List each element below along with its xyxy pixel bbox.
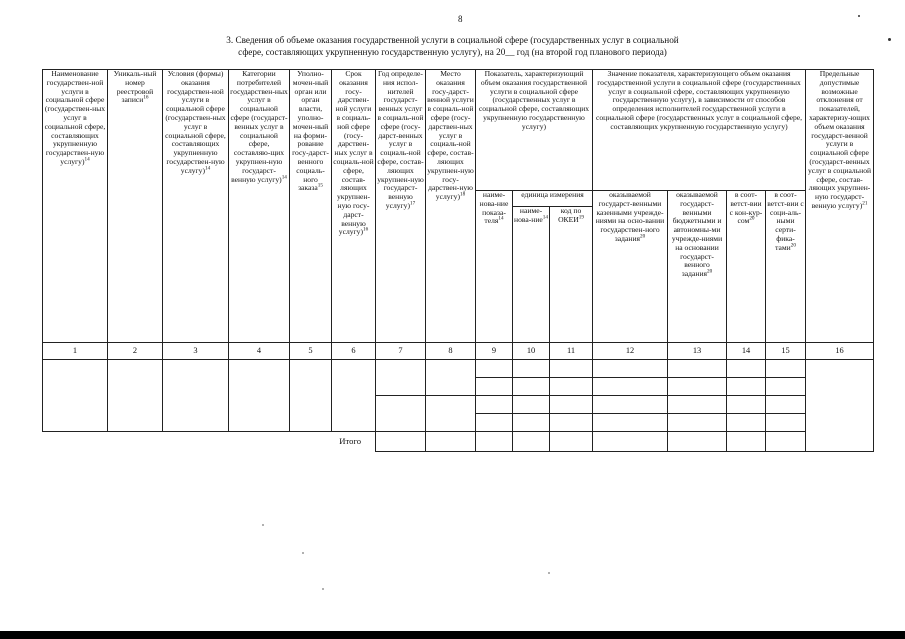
table-cell (766, 414, 806, 432)
table-cell (766, 360, 806, 378)
table-cell (476, 396, 513, 414)
table-cell (550, 414, 593, 432)
header-text: наиме-нова-ние (514, 206, 543, 224)
column-number: 16 (806, 343, 874, 360)
volume-table (42, 69, 874, 452)
table-cell (593, 414, 668, 432)
header-allowed-deviation (806, 70, 874, 343)
header-service-name (43, 70, 108, 343)
header-text: Год определе-ния испол-нителей государст-венных услуг в социаль-ной сфере (госу-дарст-венных услуг в социаль-ной сфере, состав-ляющих укрупнен-ную государст-венную услугу) (377, 69, 424, 210)
footnote-ref: 14 (84, 156, 90, 163)
header-by-competition (727, 191, 766, 343)
header-value-group: Значение показателя, характеризующего объем оказания государственной услуги в социальной сфере (государственных услуг в социальной сфере, составляющих укрупненную государственную услугу), в зависимости от способов определения исполнителей государственной услуги в социальной сфере (государственных услуг в социальной сфере, составляющих укрупненную государственную услугу) (593, 70, 806, 191)
header-indicator-name (476, 191, 513, 343)
column-number: 8 (426, 343, 476, 360)
table-cell (426, 432, 476, 452)
scan-speck (302, 552, 304, 554)
header-text: оказываемой государст-венными казенными учрежде-ниями на осно-вании государствен-ного задания (595, 190, 665, 243)
table-cell (229, 360, 290, 432)
total-row (43, 432, 874, 452)
column-number: 10 (513, 343, 550, 360)
table-cell (593, 432, 668, 452)
table-cell (593, 360, 668, 378)
header-text: наиме-нова-ние показа-теля (479, 190, 509, 226)
header-authorized-body (290, 70, 332, 343)
table-cell (550, 378, 593, 396)
table-cell (727, 360, 766, 378)
header-text: Условия (формы) оказания государствен-ной услуги в социальной сфере (государствен-ных услуг в социальной сфере, составляющих укрупненную государствен-ную услугу) (165, 69, 226, 175)
footnote-ref: 20 (790, 242, 796, 249)
table-cell (593, 396, 668, 414)
scan-speck (262, 524, 264, 526)
column-numbers-row (43, 343, 874, 360)
table-cell (513, 360, 550, 378)
table-cell (766, 378, 806, 396)
column-number: 3 (163, 343, 229, 360)
footnote-ref: 14 (498, 215, 504, 222)
footnote-ref: 20 (640, 233, 646, 240)
table-cell (290, 360, 332, 432)
header-budget-institutions (668, 191, 727, 343)
footnote-ref: 14 (205, 165, 211, 172)
column-number: 9 (476, 343, 513, 360)
table-cell (332, 360, 376, 432)
table-cell (668, 360, 727, 378)
table-cell (766, 396, 806, 414)
footnote-ref: 20 (707, 268, 713, 275)
header-text: Наименование государствен-ной услуги в социальной сфере (государствен-ных услуг в социальной сфере, составляющих укрупненную государствен-ную услугу) (44, 69, 106, 166)
page-number: 8 (458, 14, 463, 24)
column-number: 11 (550, 343, 593, 360)
header-text: оказываемой государст-венными бюджетными и автономны-ми учрежде-ниями на основании государст-венного задания (671, 190, 723, 279)
table-cell (727, 378, 766, 396)
header-unit: единица измерения (513, 191, 593, 207)
section-heading (120, 34, 785, 58)
table-cell (476, 360, 513, 378)
column-number: 15 (766, 343, 806, 360)
footnote-ref: 16 (363, 226, 369, 233)
total-label: Итого (339, 436, 361, 447)
header-service-term (332, 70, 376, 343)
table-cell (376, 396, 426, 432)
table-cell (593, 378, 668, 396)
header-unit-name (513, 207, 550, 343)
header-service-place (426, 70, 476, 343)
column-number: 14 (727, 343, 766, 360)
table-cell (426, 360, 476, 396)
header-text: Место оказания госу-дарст-венной услуги в социаль-ной сфере (госу-дарствен-ных услуг в социаль-ной сфере, состав-ляющих укрупнен-ную госу-дарствен-ную услугу) (427, 69, 474, 202)
scan-speck (858, 15, 860, 17)
table-cell (376, 360, 426, 396)
header-text: в соот-ветст-вии с соци-аль-ными серти-фика-тами (767, 190, 804, 252)
column-number: 12 (593, 343, 668, 360)
header-text: код по ОКЕИ (558, 206, 582, 224)
footnote-ref: 16 (143, 94, 149, 101)
table-cell (513, 378, 550, 396)
table-cell (668, 432, 727, 452)
column-number: 4 (229, 343, 290, 360)
header-text: Уникаль-ный номер реестровой записи (113, 69, 157, 105)
table-cell (513, 414, 550, 432)
table-cell (513, 432, 550, 452)
header-consumer-categories (229, 70, 290, 343)
header-indicator-group: Показатель, характеризующий объем оказания государственной услуги в социальной сфере (государственных услуг в социальной сфере, составляющих укрупненную государственную услугу) (476, 70, 593, 191)
header-text: в соот-ветст-вии с кон-кур-сом (729, 190, 763, 226)
header-by-certificates (766, 191, 806, 343)
header-text: Срок оказания госу-дарствен-ной услуги в социаль-ной сфере (госу-дарствен-ных услуг в социаль-ной сфере, состав-ляющих укрупнен-ную госу-дарст-венную услугу) (333, 69, 374, 237)
table-cell (550, 396, 593, 414)
footnote-ref: 14 (542, 214, 548, 221)
header-okei-code (550, 207, 593, 343)
header-contractor-year (376, 70, 426, 343)
table-cell (668, 396, 727, 414)
section-heading-line-1: 3. Сведения об объеме оказания государственной услуги в социальной сфере (государственных услуг в социальной (226, 35, 679, 45)
table-cell (806, 360, 874, 452)
footnote-ref: 20 (749, 215, 755, 222)
section-heading-line-2: сфере, составляющих укрупненную государственную услугу), на 20__ год (на второй год планового периода) (238, 47, 667, 57)
table-cell (727, 396, 766, 414)
column-number: 7 (376, 343, 426, 360)
table-cell (550, 432, 593, 452)
scan-edge-bar (0, 631, 905, 639)
table-cell (727, 414, 766, 432)
header-text: Уполно-мочен-ный орган или орган власти, уполно-мочен-ный на форми-рование госу-дарст-венного социаль-ного заказа (292, 69, 329, 193)
table-cell (550, 360, 593, 378)
table-cell (727, 432, 766, 452)
footnote-ref: 21 (862, 200, 868, 207)
column-number: 13 (668, 343, 727, 360)
column-number: 6 (332, 343, 376, 360)
column-number: 1 (43, 343, 108, 360)
column-number: 5 (290, 343, 332, 360)
table-cell (476, 414, 513, 432)
footnote-ref: 18 (460, 191, 466, 198)
table-cell (108, 360, 163, 432)
table-row (43, 360, 874, 378)
header-text: Категории потребителей государствен-ных услуг в социальной сфере (государст-венных услуг в социальной сфере, составляю-щих укрупнен-ную государст-венную услугу) (230, 69, 288, 184)
table-cell (43, 360, 108, 432)
footnote-ref: 19 (578, 214, 584, 221)
table-cell (163, 360, 229, 432)
table-cell (766, 432, 806, 452)
table-cell (376, 432, 426, 452)
scan-speck (548, 572, 550, 574)
header-text: Предельные допустимые возможные отклонения от показателей, характеризу-ющих объем оказания государст-венной услуги в социальной сфере (государст-венных услуг в социальной сфере, состав-ляющих укрупнен-ную государст-венную услугу) (807, 69, 872, 210)
scan-speck (888, 38, 891, 41)
table-cell (476, 378, 513, 396)
table-cell (426, 396, 476, 432)
footnote-ref: 14 (281, 174, 287, 181)
header-state-treasury-institutions (593, 191, 668, 343)
footnote-ref: 17 (410, 200, 416, 207)
table-cell (668, 414, 727, 432)
footnote-ref: 15 (317, 182, 323, 189)
header-conditions (163, 70, 229, 343)
header-registry-number (108, 70, 163, 343)
table-cell (476, 432, 513, 452)
table-cell (513, 396, 550, 414)
scan-speck (322, 588, 324, 590)
table-cell (668, 378, 727, 396)
column-number: 2 (108, 343, 163, 360)
